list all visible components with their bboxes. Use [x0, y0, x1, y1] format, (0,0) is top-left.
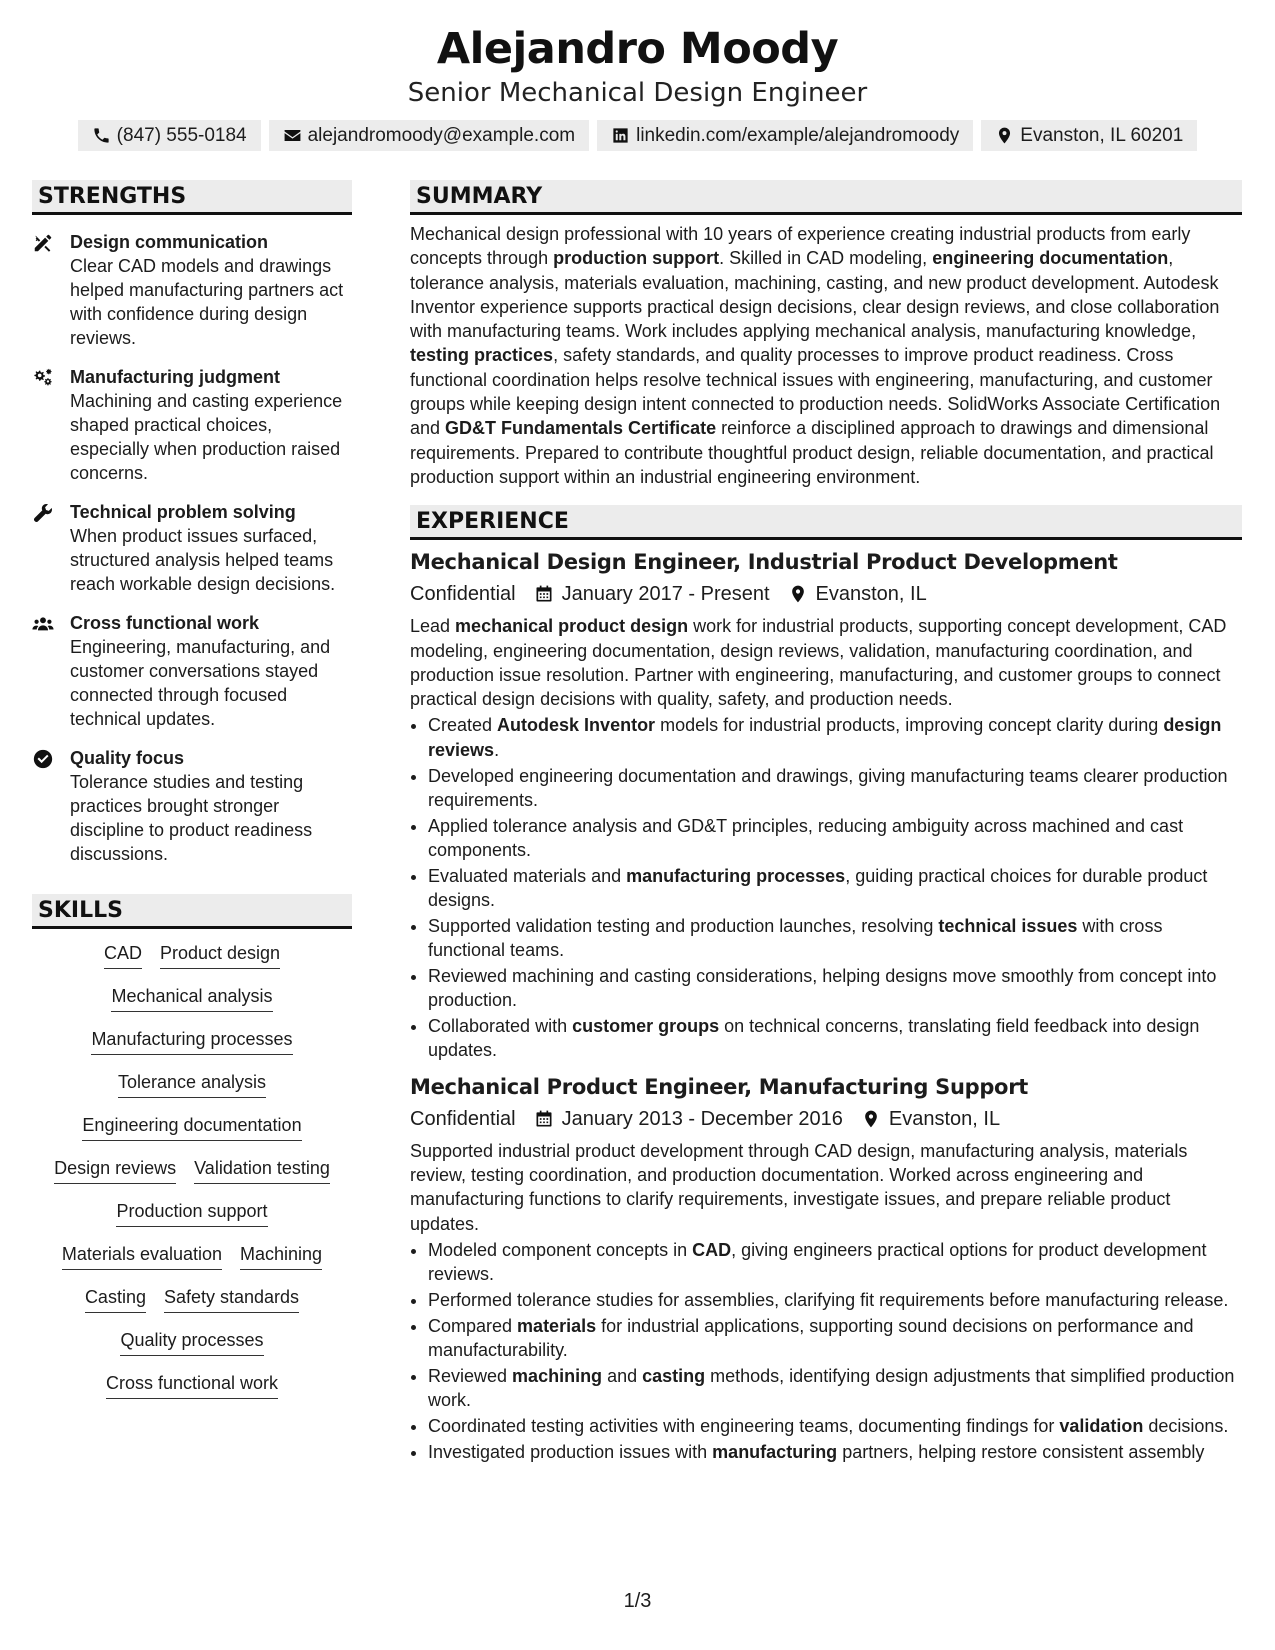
text-segment: on technical concerns, translating field feedback into design updates. [428, 1016, 1200, 1061]
skill-tag: Safety standards [164, 1285, 299, 1313]
skill-tag: Cross functional work [106, 1371, 278, 1399]
summary-text [410, 222, 1242, 489]
strength-item [32, 365, 352, 485]
job-meta [410, 1105, 1242, 1133]
job-company: Confidential [410, 583, 516, 606]
text-segment: , guiding practical choices for durable product designs. [428, 865, 1208, 911]
text-segment: decisions. [1143, 1415, 1229, 1436]
strength-item [32, 500, 352, 596]
text-segment: work for industrial products, supporting concept development, CAD modeling, engineering documentation, design reviews, validation, manufacturing coordination, and production issue resolution. Partner with engineering, manufacturing, and customer groups to connect practical design decisions with quality, safety, and production needs. [410, 616, 1227, 710]
contact-linkedin[interactable] [597, 120, 973, 151]
job-entry [410, 548, 1242, 1062]
bold-text: customer groups [572, 1016, 720, 1037]
strength-title: Manufacturing judgment [70, 367, 280, 387]
text-segment: Compared [428, 1315, 518, 1336]
gears-icon [32, 367, 54, 389]
skill-row [32, 1371, 352, 1399]
contact-linkedin-text: linkedin.com/example/alejandromoody [636, 124, 960, 146]
job-location: Evanston, IL [888, 1107, 1001, 1130]
job-bullets [410, 1238, 1242, 1464]
skill-tag: Quality processes [120, 1328, 263, 1356]
calendar-icon [534, 1109, 554, 1129]
text-segment: . Skilled in CAD modeling, [719, 248, 933, 269]
contact-location [981, 120, 1197, 151]
job-company: Confidential [410, 1107, 516, 1130]
text-segment: for industrial applications, supporting sound decisions on performance and manufacturability. [428, 1315, 1194, 1360]
skill-tag: Validation testing [194, 1156, 330, 1184]
contact-email[interactable] [269, 120, 589, 151]
envelope-icon [283, 126, 302, 145]
calendar-icon [534, 584, 554, 604]
skill-tag: Manufacturing processes [91, 1027, 292, 1055]
skill-row [32, 1285, 352, 1313]
experience-heading: EXPERIENCE [410, 505, 1242, 540]
text-segment: , safety standards, and quality processes to improve product readiness. Cross functional coordination helps resolve technical issues with engineering, manufacturing, and customer groups while keeping design intent connected to production needs. SolidWorks Associate Certification and [410, 345, 1221, 439]
text-segment: Lead [410, 616, 456, 637]
job-title: Mechanical Product Engineer, Manufacturing Support [410, 1074, 1028, 1099]
list-item [428, 1364, 1242, 1413]
skill-row [32, 1070, 352, 1098]
job-title: Mechanical Design Engineer, Industrial Product Development [410, 550, 1118, 575]
list-item [428, 1314, 1242, 1363]
text-segment: Applied tolerance analysis and GD&T principles, reducing ambiguity across machined and cast components. [428, 815, 1184, 860]
text-segment: . [494, 739, 500, 760]
skill-tag: Machining [240, 1242, 322, 1270]
skill-tag: Tolerance analysis [118, 1070, 266, 1098]
map-pin-icon [995, 126, 1014, 145]
text-segment: and [602, 1365, 643, 1386]
skill-tag: Mechanical analysis [111, 984, 272, 1012]
list-item [428, 864, 1242, 913]
bold-text: validation [1059, 1415, 1144, 1436]
bold-text: mechanical product design [455, 616, 689, 637]
text-segment: Reviewed machining and casting considerations, helping designs move smoothly from concept into production. [428, 965, 1217, 1011]
bold-text: Autodesk Inventor [497, 715, 656, 736]
list-item [428, 814, 1242, 863]
bold-text: casting [642, 1365, 706, 1386]
text-segment: Supported validation testing and production launches, resolving [428, 915, 939, 936]
text-segment: Collaborated with [428, 1016, 573, 1037]
left-column [32, 180, 352, 1414]
job-entry [410, 1073, 1242, 1464]
pencil-ruler-icon [32, 232, 54, 254]
skill-tag: Product design [160, 941, 280, 969]
strength-desc: Tolerance studies and testing practices brought stronger discipline to product readiness discussions. [70, 772, 313, 864]
skill-row [32, 1027, 352, 1055]
skill-tag: Production support [116, 1199, 267, 1227]
text-segment: methods, identifying design adjustments that simplified production work. [428, 1365, 1235, 1411]
skill-tag: CAD [104, 941, 142, 969]
job-location: Evanston, IL [815, 583, 927, 606]
phone-icon [92, 126, 111, 145]
list-item [428, 1238, 1242, 1287]
text-segment: Supported industrial product development through CAD design, manufacturing analysis, materials review, testing coordination, and production documentation. Worked across engineering and manufacturing functions to clarify requirements, investigate issues, and prepare reliable product updates. [410, 1140, 1188, 1234]
skill-row [32, 984, 352, 1012]
bold-text: technical issues [938, 915, 1078, 936]
list-item [428, 1014, 1242, 1063]
text-segment: Created [428, 715, 498, 736]
bold-text: machining [512, 1365, 603, 1386]
list-item [428, 964, 1242, 1013]
experience-list [410, 548, 1242, 1464]
bold-text: production support [553, 248, 720, 269]
skill-row [32, 1156, 352, 1184]
bold-text: engineering documentation [932, 248, 1169, 269]
page-number: 1/3 [623, 1590, 652, 1612]
job-description [410, 614, 1242, 711]
list-item [428, 1440, 1242, 1464]
list-item [428, 1414, 1242, 1438]
text-segment: Coordinated testing activities with engineering teams, documenting findings for [428, 1415, 1060, 1436]
list-item [428, 713, 1242, 762]
bold-text: testing practices [410, 345, 554, 366]
strengths-heading: STRENGTHS [32, 180, 352, 215]
strength-desc: Machining and casting experience shaped practical choices, especially when production raised concerns. [70, 391, 343, 483]
list-item [428, 914, 1242, 963]
bold-text: GD&T Fundamentals Certificate [445, 418, 717, 439]
text-segment: Evaluated materials and [428, 865, 627, 886]
strength-title: Cross functional work [70, 613, 260, 633]
text-segment: Investigated production issues with [428, 1441, 713, 1462]
job-description [410, 1139, 1242, 1236]
job-meta [410, 580, 1242, 608]
contact-bar [0, 120, 1275, 151]
users-icon [32, 613, 54, 635]
skill-row [32, 1242, 352, 1270]
summary-heading: SUMMARY [410, 180, 1242, 215]
strength-desc: Engineering, manufacturing, and customer conversations stayed connected through focused technical updates. [70, 637, 331, 729]
skill-row [32, 1199, 352, 1227]
contact-location-text: Evanston, IL 60201 [1020, 124, 1184, 146]
text-segment: with cross functional teams. [428, 915, 1163, 961]
strength-title: Technical problem solving [70, 502, 296, 522]
strength-item [32, 611, 352, 731]
text-segment: Modeled component concepts in [428, 1239, 693, 1260]
job-bullets [410, 713, 1242, 1062]
skills-heading: SKILLS [32, 894, 352, 929]
map-pin-icon [861, 1109, 881, 1129]
skill-row [32, 941, 352, 969]
list-item [428, 1288, 1242, 1312]
job-dates: January 2013 - December 2016 [561, 1107, 843, 1130]
bold-text: design reviews [428, 715, 1222, 760]
text-segment: Reviewed [428, 1365, 513, 1386]
text-segment: , giving engineers practical options for product development reviews. [428, 1239, 1207, 1285]
list-item [428, 764, 1242, 813]
contact-phone [78, 120, 261, 151]
candidate-name: Alejandro Moody [436, 24, 839, 74]
text-segment: reinforce a disciplined approach to drawings and dimensional requirements. Prepared to contribute thoughtful product design, reliable documentation, and practical production support within an industrial engineering environment. [410, 418, 1214, 487]
strength-title: Quality focus [70, 748, 185, 768]
candidate-title: Senior Mechanical Design Engineer [407, 78, 868, 108]
bold-text: manufacturing processes [626, 865, 846, 886]
text-segment: Mechanical design professional with 10 years of experience creating industrial products from early concepts through [410, 224, 1191, 269]
strength-item [32, 746, 352, 866]
resume-header [0, 0, 1275, 151]
strength-desc: Clear CAD models and drawings helped manufacturing partners act with confidence during design reviews. [70, 256, 344, 348]
text-segment: , tolerance analysis, materials evaluation, machining, casting, and new product development. Autodesk Inventor experience supports practical design decisions, clear design reviews, and close collaboration with manufacturing teams. Work includes applying mechanical analysis, manufacturing knowledge, [410, 248, 1220, 342]
text-segment: Performed tolerance studies for assemblies, clarifying fit requirements before manufacturing release. [428, 1289, 1229, 1310]
bold-text: CAD [692, 1239, 732, 1260]
contact-phone-text: (847) 555-0184 [116, 124, 247, 146]
skill-tag: Casting [85, 1285, 146, 1313]
bold-text: materials [517, 1315, 597, 1336]
skills-list [32, 941, 352, 1399]
text-segment: partners, helping restore consistent assembly [837, 1441, 1205, 1462]
skill-tag: Materials evaluation [62, 1242, 222, 1270]
skill-row [32, 1113, 352, 1141]
check-circle-icon [32, 748, 54, 770]
bold-text: manufacturing [712, 1441, 838, 1462]
strength-desc: When product issues surfaced, structured analysis helped teams reach workable design decisions. [70, 526, 336, 594]
skill-tag: Engineering documentation [82, 1113, 301, 1141]
skill-row [32, 1328, 352, 1356]
map-pin-icon [788, 584, 808, 604]
contact-email-text: alejandromoody@example.com [307, 124, 576, 146]
strength-title: Design communication [70, 232, 269, 252]
wrench-icon [32, 502, 54, 524]
strength-item [32, 230, 352, 350]
job-dates: January 2017 - Present [561, 583, 770, 606]
linkedin-icon [611, 126, 630, 145]
skill-tag: Design reviews [54, 1156, 176, 1184]
right-column [410, 180, 1242, 1465]
text-segment: Developed engineering documentation and drawings, giving manufacturing teams clearer production requirements. [428, 765, 1228, 810]
text-segment: models for industrial products, improving concept clarity during [655, 715, 1164, 736]
